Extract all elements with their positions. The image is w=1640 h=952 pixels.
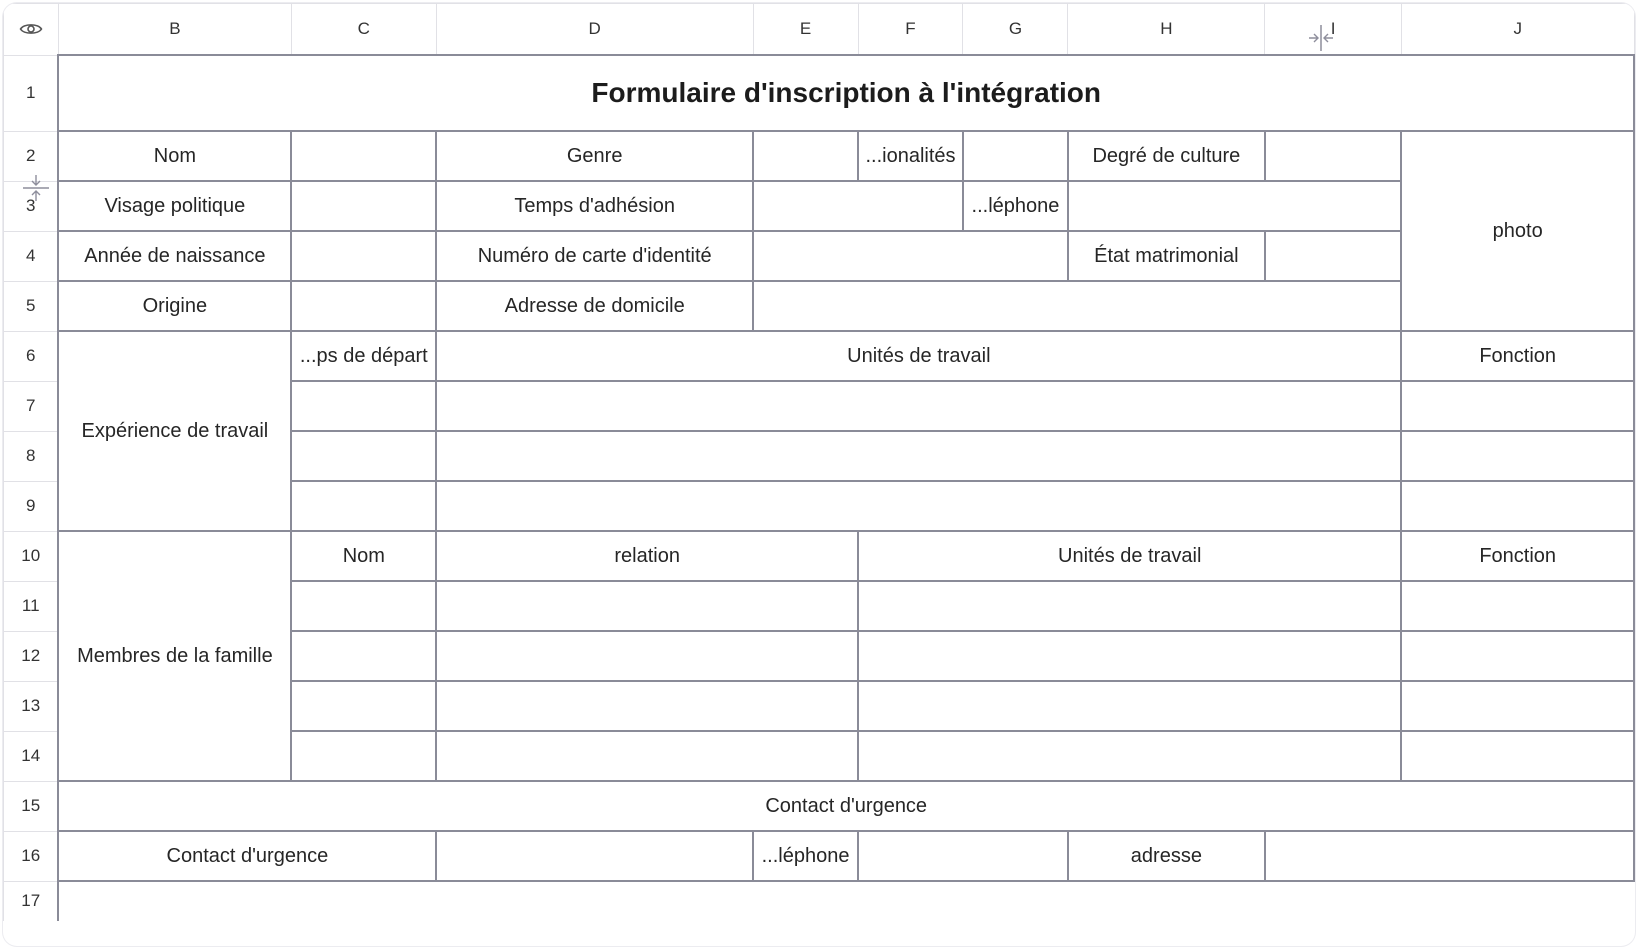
input-nationalites[interactable] — [963, 131, 1068, 181]
family-fonction-cell[interactable] — [1401, 681, 1634, 731]
work-fonction-cell[interactable] — [1401, 481, 1634, 531]
label-emergency-adresse[interactable]: adresse — [1068, 831, 1265, 881]
row-header-1[interactable]: 1 — [4, 55, 59, 131]
input-emergency-telephone[interactable] — [858, 831, 1068, 881]
spreadsheet — [3, 3, 1635, 946]
input-origine[interactable] — [291, 281, 436, 331]
label-etat-matrimonial[interactable]: État matrimonial — [1068, 231, 1265, 281]
family-unites-cell[interactable] — [858, 631, 1401, 681]
family-nom-cell[interactable] — [291, 681, 436, 731]
row-header-11[interactable]: 11 — [4, 581, 59, 631]
photo-cell[interactable]: photo — [1401, 131, 1634, 331]
label-degre-de-culture[interactable]: Degré de culture — [1068, 131, 1265, 181]
family-relation-cell[interactable] — [436, 581, 858, 631]
input-nom[interactable] — [291, 131, 436, 181]
family-relation-cell[interactable] — [436, 731, 858, 781]
label-temps-depart[interactable]: ...ps de départ — [291, 331, 436, 381]
form-grid — [3, 3, 1635, 921]
label-emergency-telephone[interactable]: ...léphone — [753, 831, 858, 881]
row-header-7[interactable]: 7 — [4, 381, 59, 431]
label-emergency-contact[interactable]: Contact d'urgence — [58, 831, 436, 881]
row-header-14[interactable]: 14 — [4, 731, 59, 781]
row-header-3[interactable]: 3 — [4, 181, 59, 231]
family-fonction-cell[interactable] — [1401, 731, 1634, 781]
label-family-nom[interactable]: Nom — [291, 531, 436, 581]
label-genre[interactable]: Genre — [436, 131, 753, 181]
label-work-fonction[interactable]: Fonction — [1401, 331, 1634, 381]
work-depart-cell[interactable] — [291, 481, 436, 531]
label-adresse-domicile[interactable]: Adresse de domicile — [436, 281, 753, 331]
row-resize-icon[interactable] — [22, 173, 50, 203]
family-nom-cell[interactable] — [291, 581, 436, 631]
column-header-row — [4, 4, 1635, 56]
label-visage-politique[interactable]: Visage politique — [58, 181, 291, 231]
work-unites-cell[interactable] — [436, 381, 1401, 431]
work-unites-cell[interactable] — [436, 431, 1401, 481]
input-temps-adhesion[interactable] — [753, 181, 963, 231]
input-genre[interactable] — [753, 131, 858, 181]
column-header-g[interactable]: G — [963, 4, 1068, 56]
input-telephone[interactable] — [1068, 181, 1401, 231]
corner-cell[interactable] — [4, 4, 59, 56]
column-header-c[interactable]: C — [291, 4, 436, 56]
family-unites-cell[interactable] — [858, 581, 1401, 631]
column-header-j[interactable]: J — [1401, 4, 1634, 56]
family-nom-cell[interactable] — [291, 731, 436, 781]
column-header-f[interactable]: F — [858, 4, 963, 56]
row-header-17[interactable]: 17 — [4, 881, 59, 921]
input-annee-naissance[interactable] — [291, 231, 436, 281]
column-header-d[interactable]: D — [436, 4, 753, 56]
input-etat-matrimonial[interactable] — [1265, 231, 1402, 281]
family-unites-cell[interactable] — [858, 681, 1401, 731]
label-family-unites[interactable]: Unités de travail — [858, 531, 1401, 581]
row-header-13[interactable]: 13 — [4, 681, 59, 731]
row-header-6[interactable]: 6 — [4, 331, 59, 381]
column-header-i[interactable]: I — [1265, 4, 1402, 56]
work-depart-cell[interactable] — [291, 431, 436, 481]
family-unites-cell[interactable] — [858, 731, 1401, 781]
label-membres-famille[interactable]: Membres de la famille — [58, 531, 291, 781]
label-family-fonction[interactable]: Fonction — [1401, 531, 1634, 581]
family-nom-cell[interactable] — [291, 631, 436, 681]
family-fonction-cell[interactable] — [1401, 581, 1634, 631]
family-relation-cell[interactable] — [436, 631, 858, 681]
row-header-16[interactable]: 16 — [4, 831, 59, 881]
row-17-cell[interactable] — [58, 881, 1634, 921]
input-emergency-adresse[interactable] — [1265, 831, 1634, 881]
work-fonction-cell[interactable] — [1401, 381, 1634, 431]
label-experience-travail[interactable]: Expérience de travail — [58, 331, 291, 531]
column-header-b[interactable]: B — [58, 4, 291, 56]
row-header-15[interactable]: 15 — [4, 781, 59, 831]
column-resize-icon[interactable] — [1306, 24, 1336, 52]
input-emergency-contact[interactable] — [436, 831, 753, 881]
emergency-contact-heading[interactable]: Contact d'urgence — [58, 781, 1634, 831]
work-fonction-cell[interactable] — [1401, 431, 1634, 481]
row-header-4[interactable]: 4 — [4, 231, 59, 281]
column-header-h[interactable]: H — [1068, 4, 1265, 56]
family-relation-cell[interactable] — [436, 681, 858, 731]
work-unites-cell[interactable] — [436, 481, 1401, 531]
row-header-10[interactable]: 10 — [4, 531, 59, 581]
eye-icon[interactable] — [19, 21, 43, 37]
label-carte-identite[interactable]: Numéro de carte d'identité — [436, 231, 753, 281]
form-title[interactable]: Formulaire d'inscription à l'intégration — [58, 55, 1634, 131]
work-depart-cell[interactable] — [291, 381, 436, 431]
input-degre-de-culture[interactable] — [1265, 131, 1402, 181]
label-annee-naissance[interactable]: Année de naissance — [58, 231, 291, 281]
input-visage-politique[interactable] — [291, 181, 436, 231]
input-carte-identite[interactable] — [753, 231, 1068, 281]
label-temps-adhesion[interactable]: Temps d'adhésion — [436, 181, 753, 231]
label-nom[interactable]: Nom — [58, 131, 291, 181]
label-work-unites[interactable]: Unités de travail — [436, 331, 1401, 381]
row-header-12[interactable]: 12 — [4, 631, 59, 681]
row-header-8[interactable]: 8 — [4, 431, 59, 481]
label-nationalites[interactable]: ...ionalités — [858, 131, 963, 181]
row-header-5[interactable]: 5 — [4, 281, 59, 331]
input-adresse-domicile[interactable] — [753, 281, 1401, 331]
column-header-e[interactable]: E — [753, 4, 858, 56]
row-header-2[interactable]: 2 — [4, 131, 59, 181]
row-header-9[interactable]: 9 — [4, 481, 59, 531]
label-telephone[interactable]: ...léphone — [963, 181, 1068, 231]
label-origine[interactable]: Origine — [58, 281, 291, 331]
family-fonction-cell[interactable] — [1401, 631, 1634, 681]
label-family-relation[interactable]: relation — [436, 531, 858, 581]
